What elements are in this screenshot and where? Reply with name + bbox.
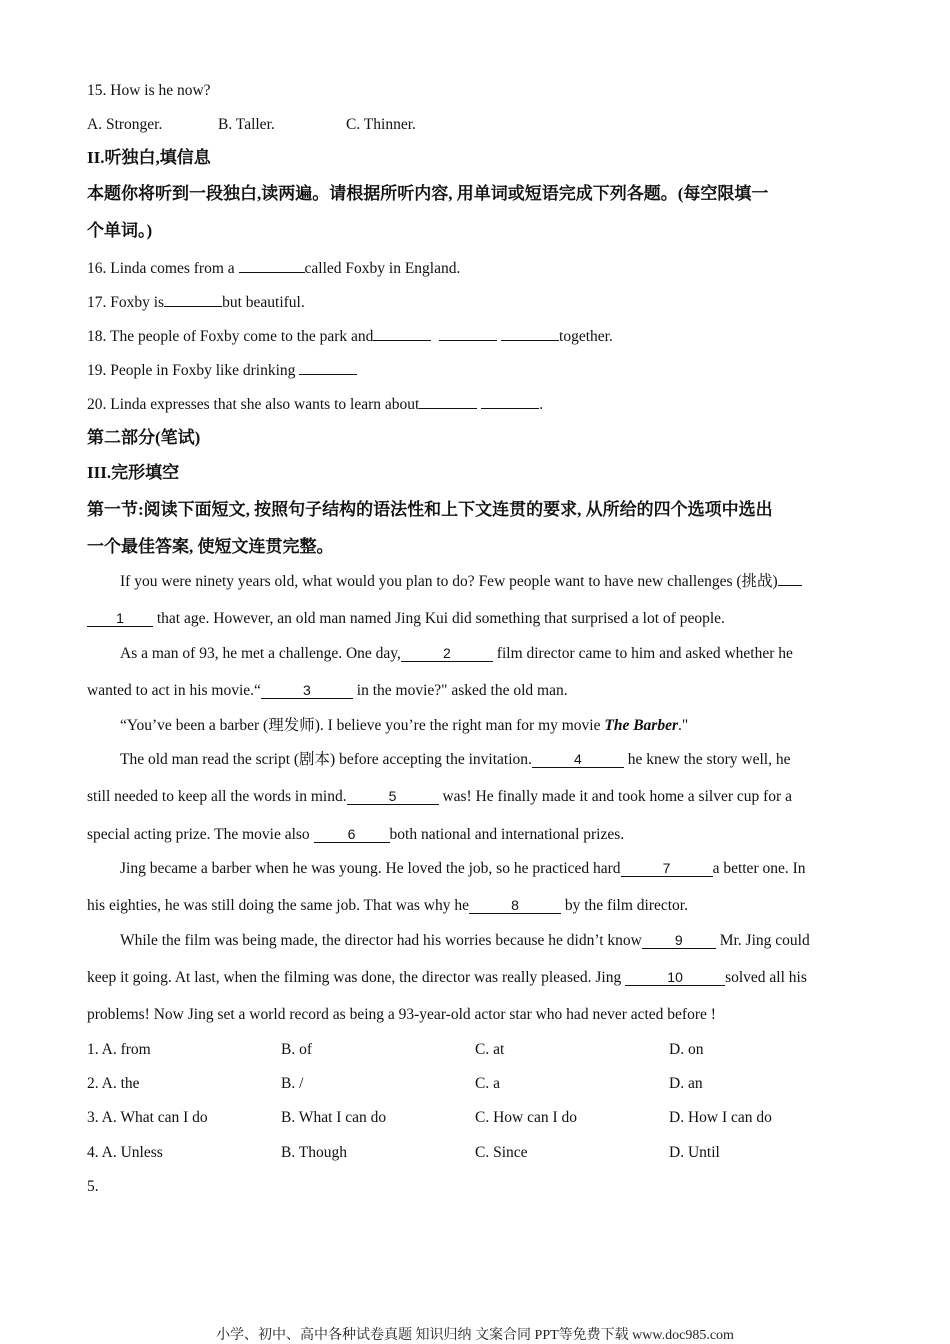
q20-blank-2 — [481, 394, 539, 409]
p1-text-b: that age. However, an old man named Jing Kui did something that surprised a lot of people. — [153, 610, 725, 627]
blank-1-start — [778, 585, 802, 586]
blank-8: 8 — [469, 897, 561, 914]
choice-3-b: B. What I can do — [281, 1109, 387, 1126]
q18-blank-1 — [373, 326, 431, 341]
section-3-title: III.完形填空 — [87, 463, 180, 482]
q18-text-a: 18. The people of Foxby come to the park and — [87, 328, 374, 345]
question-18 — [87, 326, 613, 347]
passage-p4-line2 — [87, 787, 792, 807]
p2-text-b: film director came to him and asked whether he — [492, 645, 793, 662]
choice-2-d: D. an — [669, 1075, 703, 1092]
p4-text-f: both national and international prizes. — [389, 826, 625, 843]
choice-2-b: B. / — [281, 1075, 304, 1092]
choice-3-d: D. How I can do — [669, 1109, 772, 1126]
p4-text-a: The old man read the script (剧本) before accepting the invitation. — [120, 751, 532, 768]
choice-3-a: 3. A. What can I do — [87, 1109, 208, 1126]
q16-blank — [239, 258, 305, 273]
choice-1-d: D. on — [669, 1041, 704, 1058]
blank-5: 5 — [347, 788, 439, 805]
p4-text-c: still needed to keep all the words in mind. — [87, 788, 347, 805]
blank-3: 3 — [261, 682, 353, 699]
q15-option-c: C. Thinner. — [346, 116, 416, 133]
p4-text-e: special acting prize. The movie also — [87, 826, 314, 843]
passage-p3 — [120, 716, 688, 736]
q20-text-a: 20. Linda expresses that she also wants to learn about — [87, 396, 420, 413]
passage-p2-line2 — [87, 681, 568, 701]
q19-blank — [299, 360, 357, 375]
blank-7: 7 — [621, 860, 713, 877]
p6-text-a: While the film was being made, the director had his worries because he didn’t know — [120, 932, 642, 949]
question-16 — [87, 258, 460, 279]
section-3-instruction-2: 一个最佳答案, 使短文连贯完整。 — [87, 537, 334, 556]
q18-blank-2 — [439, 326, 497, 341]
choice-2-a: 2. A. the — [87, 1075, 140, 1092]
q20-text-b: . — [539, 396, 544, 413]
p2-text-c: wanted to act in his movie.“ — [87, 682, 261, 699]
p1-text-a: If you were ninety years old, what would you plan to do? Few people want to have new challenges (挑战) — [120, 573, 778, 590]
q17-blank — [164, 292, 222, 307]
blank-6: 6 — [314, 826, 390, 843]
blank-9: 9 — [642, 932, 716, 949]
p5-text-a: Jing became a barber when he was young. He loved the job, so he practiced hard — [120, 860, 621, 877]
passage-p6-line2 — [87, 968, 807, 988]
passage-p4-line1 — [120, 750, 791, 770]
part-2-title: 第二部分(笔试) — [87, 428, 201, 447]
p6-text-c: keep it going. At last, when the filming was done, the director was really pleased. Jing — [87, 969, 626, 986]
movie-title: The Barber — [604, 717, 678, 734]
section-3-instruction-1: 第一节:阅读下面短文, 按照句子结构的语法性和上下文连贯的要求, 从所给的四个选项中选出 — [87, 500, 773, 519]
q16-text-a: 16. Linda comes from a — [87, 260, 239, 277]
q18-blank-3 — [501, 326, 559, 341]
blank-2: 2 — [401, 645, 493, 662]
p3-text-b: ." — [678, 717, 689, 734]
q17-text-b: but beautiful. — [222, 294, 305, 311]
passage-p2-line1 — [120, 644, 793, 664]
passage-p5-line1 — [120, 859, 806, 879]
choice-3-c: C. How can I do — [475, 1109, 578, 1126]
passage-p6-line1 — [120, 931, 810, 951]
p2-text-d: in the movie?" asked the old man. — [352, 682, 568, 699]
blank-4: 4 — [532, 751, 624, 768]
q19-text-a: 19. People in Foxby like drinking — [87, 362, 300, 379]
q16-text-b: called Foxby in England. — [304, 260, 461, 277]
p6-text-b: Mr. Jing could — [715, 932, 810, 949]
section-2-instruction-2: 个单词。) — [87, 221, 153, 240]
question-19 — [87, 360, 357, 381]
choice-1-a: 1. A. from — [87, 1041, 151, 1058]
p5-text-b: a better one. In — [712, 860, 806, 877]
choice-5-number: 5. — [87, 1178, 99, 1195]
choice-4-c: C. Since — [475, 1144, 528, 1161]
blank-10: 10 — [625, 969, 725, 986]
p6-text-d: solved all his — [725, 969, 807, 986]
passage-p4-line3 — [87, 825, 624, 845]
q15-option-a: A. Stronger. — [87, 116, 163, 133]
q17-text-a: 17. Foxby is — [87, 294, 165, 311]
q18-text-b: together. — [559, 328, 613, 345]
passage-p6-line3: problems! Now Jing set a world record as being a 93-year-old actor star who had never acted before ! — [87, 1006, 716, 1023]
passage-p1-line2 — [87, 609, 725, 629]
page-footer: 小学、初中、高中各种试卷真题 知识归纳 文案合同 PPT等免费下载 www.doc985.com — [216, 1328, 734, 1343]
q15-option-b: B. Taller. — [218, 116, 275, 133]
choice-4-b: B. Though — [281, 1144, 348, 1161]
p4-text-b: he knew the story well, he — [623, 751, 791, 768]
question-17 — [87, 292, 305, 313]
question-20 — [87, 394, 543, 415]
choice-4-d: D. Until — [669, 1144, 720, 1161]
choice-2-c: C. a — [475, 1075, 500, 1092]
question-15-stem: 15. How is he now? — [87, 82, 211, 99]
q20-blank-1 — [419, 394, 477, 409]
p4-text-d: was! He finally made it and took home a silver cup for a — [438, 788, 792, 805]
p5-text-c: his eighties, he was still doing the same job. That was why he — [87, 897, 469, 914]
choice-4-a: 4. A. Unless — [87, 1144, 163, 1161]
section-2-title: II.听独白,填信息 — [87, 148, 211, 167]
p2-text-a: As a man of 93, he met a challenge. One day, — [120, 645, 401, 662]
passage-p5-line2 — [87, 896, 688, 916]
p3-text-a: “You’ve been a barber (理发师). I believe you’re the right man for my movie — [120, 717, 605, 734]
passage-p1-line1 — [120, 572, 802, 592]
choice-1-c: C. at — [475, 1041, 505, 1058]
p5-text-d: by the film director. — [561, 897, 688, 914]
section-2-instruction-1: 本题你将听到一段独白,读两遍。请根据所听内容, 用单词或短语完成下列各题。(每空限填一 — [87, 184, 769, 203]
choice-1-b: B. of — [281, 1041, 312, 1058]
blank-1: 1 — [87, 610, 153, 627]
